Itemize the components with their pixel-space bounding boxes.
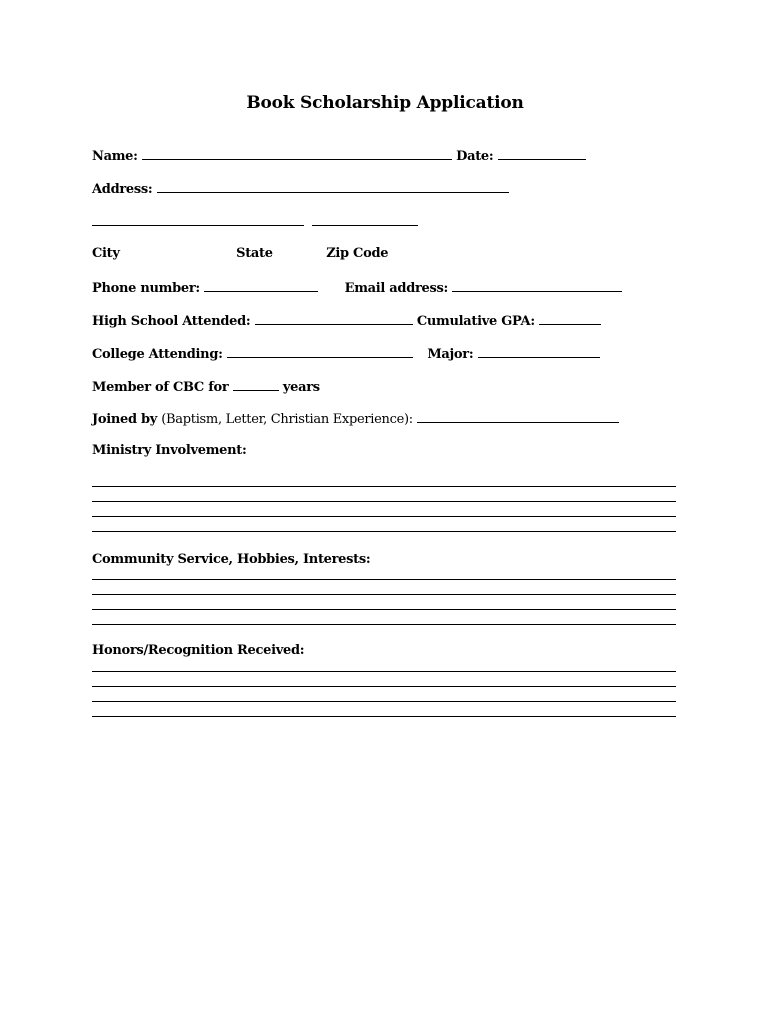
email-label: Email address:	[344, 281, 453, 296]
community-heading: Community Service, Hobbies, Interests:	[92, 552, 371, 567]
college-major-row	[92, 345, 600, 363]
honors-line[interactable]	[92, 716, 676, 717]
community-line[interactable]	[92, 594, 676, 595]
joined-label: Joined by	[92, 412, 162, 427]
page-title: Book Scholarship Application	[246, 93, 524, 113]
city-state-zip-labels	[92, 246, 388, 262]
honors-line[interactable]	[92, 671, 676, 672]
address-line2-row	[92, 213, 418, 231]
name-date-row	[92, 147, 586, 165]
major-label: Major:	[427, 347, 478, 362]
state-label: State	[236, 246, 273, 261]
honors-line[interactable]	[92, 686, 676, 687]
ministry-line[interactable]	[92, 531, 676, 532]
gpa-label: Cumulative GPA:	[416, 314, 540, 329]
name-label: Name:	[92, 149, 142, 164]
date-label: Date:	[456, 149, 498, 164]
address-label: Address:	[92, 182, 157, 197]
city-state-field[interactable]	[92, 213, 304, 226]
joined-row	[92, 410, 619, 428]
joined-field[interactable]	[417, 410, 619, 423]
gpa-field[interactable]	[539, 312, 601, 325]
community-line[interactable]	[92, 579, 676, 580]
high-school-field[interactable]	[255, 312, 413, 325]
ministry-line[interactable]	[92, 516, 676, 517]
zip-label: Zip Code	[326, 246, 389, 261]
joined-options: (Baptism, Letter, Christian Experience):	[161, 412, 417, 427]
member-suffix: years	[282, 380, 320, 395]
school-gpa-row	[92, 312, 601, 330]
college-label: College Attending:	[92, 347, 227, 362]
address-field[interactable]	[157, 180, 509, 193]
major-field[interactable]	[478, 345, 600, 358]
name-field[interactable]	[142, 147, 452, 160]
address-row	[92, 180, 509, 198]
honors-line[interactable]	[92, 701, 676, 702]
ministry-heading: Ministry Involvement:	[92, 443, 247, 458]
ministry-line[interactable]	[92, 501, 676, 502]
phone-email-row	[92, 279, 622, 297]
zip-field[interactable]	[312, 213, 418, 226]
phone-label: Phone number:	[92, 281, 205, 296]
phone-field[interactable]	[204, 279, 318, 292]
member-prefix: Member of CBC for	[92, 380, 233, 395]
member-years-field[interactable]	[233, 378, 279, 391]
email-field[interactable]	[452, 279, 622, 292]
date-field[interactable]	[498, 147, 586, 160]
city-label: City	[92, 246, 120, 261]
community-line[interactable]	[92, 624, 676, 625]
member-row	[92, 378, 320, 396]
ministry-line[interactable]	[92, 486, 676, 487]
community-line[interactable]	[92, 609, 676, 610]
college-field[interactable]	[227, 345, 413, 358]
honors-heading: Honors/Recognition Received:	[92, 643, 305, 658]
high-school-label: High School Attended:	[92, 314, 255, 329]
